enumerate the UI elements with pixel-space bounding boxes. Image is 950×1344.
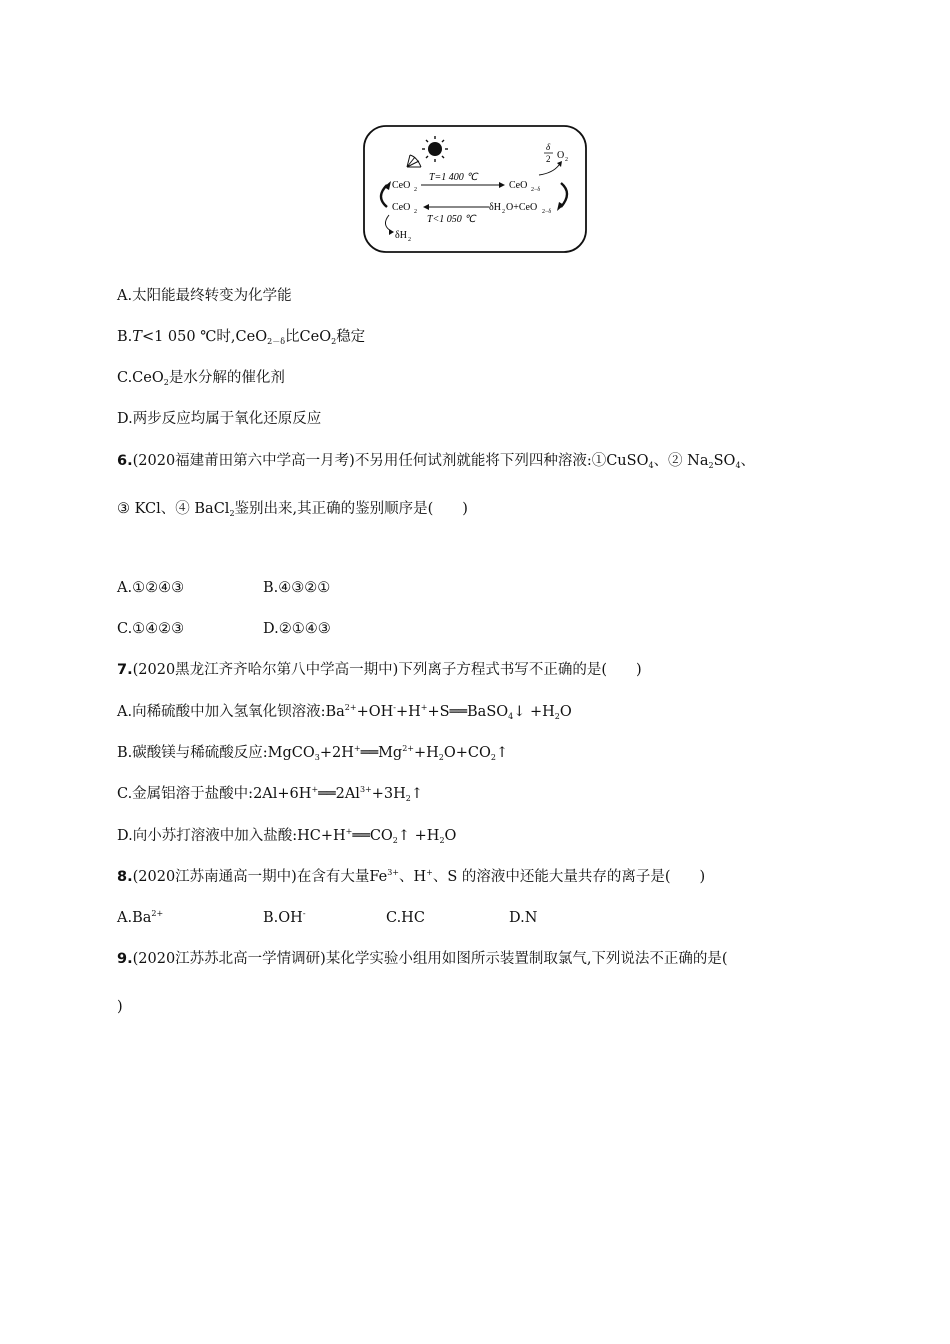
h2-label: δH: [395, 230, 407, 241]
q8-number: 8.: [117, 869, 133, 885]
q5-option-b: B.T<1 050 ℃时,CeO$_{2-\delta}$比CeO$_2$稳定: [117, 329, 366, 346]
q7-option-b: B.碳酸镁与稀硫酸反应$:MgCO_3+2H^+══Mg^{2+}+H_2O+CO_2↑$: [117, 744, 509, 762]
temp-high-label: T=1 400 ℃: [429, 172, 478, 183]
q5-option-a: A.太阳能最终转变为化学能: [117, 288, 292, 304]
q6-option-a: A.①②④③: [117, 580, 185, 596]
q5-option-d: D.两步反应均属于氧化还原反应: [117, 411, 322, 427]
right-cycle-arrow: [561, 183, 567, 207]
svg-text:2: 2: [502, 209, 505, 215]
q6-stem-line2: ③ KCl、④ BaCl$_2$鉴别出来,其正确的鉴别顺序是( ): [117, 501, 468, 518]
q9-number: 9.: [117, 951, 133, 967]
svg-text:2: 2: [565, 157, 568, 163]
svg-text:2−δ: 2−δ: [531, 187, 541, 193]
ceo2-cycle-diagram: [363, 125, 587, 253]
h2o-label: δH: [489, 202, 501, 213]
sun-icon: [422, 136, 448, 162]
ceo2-top-label: CeO: [392, 180, 411, 191]
svg-text:2: 2: [408, 237, 411, 243]
q9-stem-line2: ): [117, 999, 123, 1015]
q8-option-d: D.N: [509, 910, 538, 926]
svg-text:2: 2: [414, 187, 417, 193]
solar-concentrator-icon: [407, 155, 421, 167]
o2-coef-den: 2: [546, 154, 551, 164]
o2-label: O: [557, 150, 565, 161]
h2-release-arrow: [385, 215, 391, 231]
q6-number: 6.: [117, 453, 133, 469]
q7-option-c: C.金属铝溶于盐酸中$:2Al+6H^+══2Al^{3+}+3H_2↑$: [117, 785, 424, 803]
q6-option-d: D.②①④③: [263, 621, 331, 637]
q7-option-a: A.向稀硫酸中加入氢氧化钡溶液$:Ba^{2+}+OH^-+H^++S══BaSO_4↓ +H_2O$: [117, 703, 572, 721]
q6-option-b: B.④③②①: [263, 580, 331, 596]
q7-number: 7.: [117, 662, 133, 678]
o2-coef-num: δ: [546, 142, 551, 152]
q8-option-a: $A.Ba^{2+}$: [117, 909, 164, 926]
ceo2-bottom-label: CeO: [392, 202, 411, 213]
svg-text:2: 2: [414, 209, 417, 215]
q7-option-d: D.向小苏打溶液中加入盐酸$:HC+H^+══CO_2↑ +H_2O$: [117, 827, 457, 845]
q6-stem-line1: 6.(2020福建莆田第六中学高一月考)不另用任何试剂就能将下列四种溶液:①CuSO$_4$、② $Na_2SO_4$、: [117, 453, 756, 470]
left-cycle-arrow: [381, 185, 387, 207]
q5-option-c: C.CeO$_2$是水分解的催化剂: [117, 370, 285, 387]
q6-option-c: C.①④②③: [117, 621, 185, 637]
q8-option-c: C.HC: [386, 910, 425, 926]
q7-stem: 7.(2020黑龙江齐齐哈尔第八中学高一期中)下列离子方程式书写不正确的是( ): [117, 662, 642, 678]
q9-stem-line1: 9.(2020江苏苏北高一学情调研)某化学实验小组用如图所示装置制取氯气,下列说法不正确的是(: [117, 951, 728, 967]
temp-low-label: T<1 050 ℃: [427, 214, 476, 225]
svg-text:2−δ: 2−δ: [542, 209, 552, 215]
svg-text:O+CeO: O+CeO: [506, 202, 538, 213]
q8-option-b: B.OH-: [263, 909, 306, 926]
ceo2-delta-label: CeO: [509, 180, 528, 191]
o2-release-arrow: [539, 165, 559, 175]
cycle-diagram-svg: [363, 125, 587, 253]
q8-stem: 8.(2020江苏南通高一期中)在含有大量$Fe^{3+}$、H+、S 的溶液中还能大量共存的离子是( ): [117, 868, 706, 885]
